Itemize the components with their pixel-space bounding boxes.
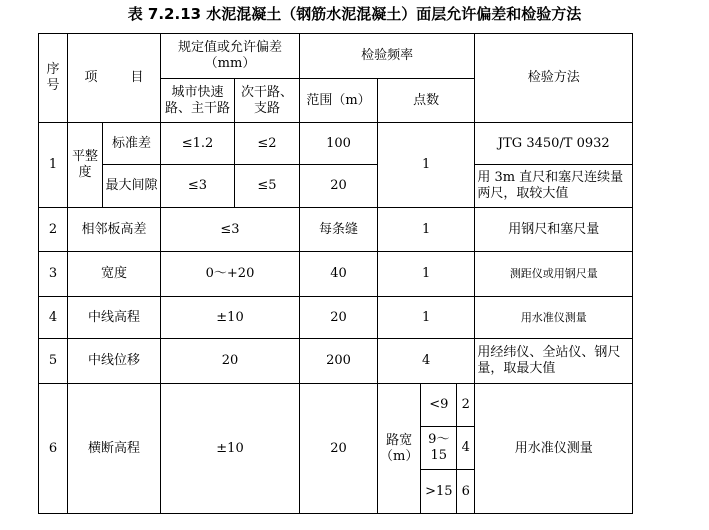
row5-tolerance: 20 <box>161 339 300 384</box>
row1a-secondary: ≤2 <box>235 123 300 165</box>
tolerance-table <box>38 33 633 514</box>
row1-points: 1 <box>378 123 475 208</box>
row5-range: 200 <box>300 339 378 384</box>
table-title: 表 7.2.13 水泥混凝土（钢筋水泥混凝土）面层允许偏差和检验方法 <box>127 5 582 23</box>
row4-points: 1 <box>378 297 475 339</box>
row5-item: 中线位移 <box>68 339 161 384</box>
row3-item: 宽度 <box>68 252 161 297</box>
row5-method: 用经纬仪、全站仪、钢尺量，取最大值 <box>475 339 633 384</box>
row1a-city: ≤1.2 <box>161 123 235 165</box>
row2-range: 每条缝 <box>300 208 378 252</box>
row1-group: 平整度 <box>68 123 103 208</box>
row6a-points: 2 <box>457 384 475 427</box>
row3-tolerance: 0～+20 <box>161 252 300 297</box>
table-row <box>39 339 633 384</box>
table-row <box>39 208 633 252</box>
table-row <box>39 297 633 339</box>
row5-seq: 5 <box>39 339 68 384</box>
header-item <box>68 34 161 123</box>
row1b-range: 20 <box>300 165 378 208</box>
row1a-item: 标准差 <box>103 123 161 165</box>
row6c-width: >15 <box>421 470 457 514</box>
row6b-width: 9～15 <box>421 427 457 470</box>
header-item-b: 目 <box>130 70 144 85</box>
row2-points: 1 <box>378 208 475 252</box>
row6a-width: <9 <box>421 384 457 427</box>
header-frequency: 检验频率 <box>300 34 475 79</box>
row3-method: 测距仪或用钢尺量 <box>475 252 633 297</box>
row1a-method: JTG 3450/T 0932 <box>475 123 633 165</box>
header-method: 检验方法 <box>475 34 633 123</box>
row6-seq: 6 <box>39 384 68 514</box>
row2-method: 用钢尺和塞尺量 <box>475 208 633 252</box>
row3-range: 40 <box>300 252 378 297</box>
table-row <box>39 384 633 427</box>
row1b-secondary: ≤5 <box>235 165 300 208</box>
row3-seq: 3 <box>39 252 68 297</box>
header-seq: 序号 <box>39 34 68 123</box>
row2-tolerance: ≤3 <box>161 208 300 252</box>
header-range: 范围（m） <box>300 79 378 123</box>
row5-points: 4 <box>378 339 475 384</box>
row6c-points: 6 <box>457 470 475 514</box>
row6b-points: 4 <box>457 427 475 470</box>
header-points: 点数 <box>378 79 475 123</box>
row4-item: 中线高程 <box>68 297 161 339</box>
row4-tolerance: ±10 <box>161 297 300 339</box>
row1b-city: ≤3 <box>161 165 235 208</box>
header-secondary-road: 次干路、支路 <box>235 79 300 123</box>
header-item-a: 项 <box>84 70 98 85</box>
row6-range: 20 <box>300 384 378 514</box>
row2-seq: 2 <box>39 208 68 252</box>
table-row <box>39 123 633 165</box>
table-row <box>39 165 633 208</box>
row4-range: 20 <box>300 297 378 339</box>
row4-seq: 4 <box>39 297 68 339</box>
row4-method: 用水准仪测量 <box>475 297 633 339</box>
row1b-item: 最大间隙 <box>103 165 161 208</box>
row6-method: 用水准仪测量 <box>475 384 633 514</box>
row3-points: 1 <box>378 252 475 297</box>
header-city-road: 城市快速路、主干路 <box>161 79 235 123</box>
row2-item: 相邻板高差 <box>68 208 161 252</box>
row1-seq: 1 <box>39 123 68 208</box>
row1a-range: 100 <box>300 123 378 165</box>
row1b-method: 用 3m 直尺和塞尺连续量两尺，取较大值 <box>475 165 633 208</box>
table-row <box>39 252 633 297</box>
row6-width-label: 路宽（m） <box>378 384 421 514</box>
row6-item: 横断高程 <box>68 384 161 514</box>
header-tolerance: 规定值或允许偏差（mm） <box>161 34 300 79</box>
row6-tolerance: ±10 <box>161 384 300 514</box>
